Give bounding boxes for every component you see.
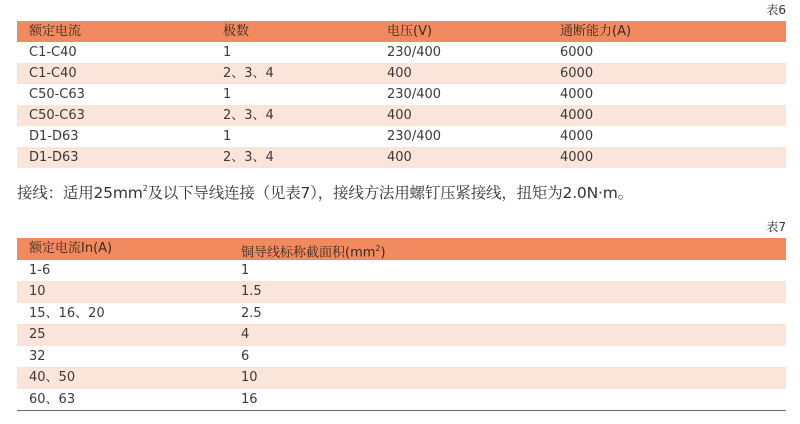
cell-voltage: 230/400 — [387, 87, 442, 102]
cell-area: 2.5 — [241, 305, 262, 321]
cell-current: C1-C40 — [29, 45, 77, 60]
cell-current: D1-D63 — [29, 150, 79, 165]
cell-area: 6 — [241, 348, 250, 364]
table7-header-current: 额定电流In(A) — [29, 241, 113, 256]
cell-poles: 2、3、4 — [223, 150, 274, 165]
table-row — [17, 260, 786, 282]
table7-header-area-close: ) — [380, 245, 386, 261]
table7 — [17, 238, 786, 410]
table-row — [17, 105, 786, 126]
cell-current: D1-D63 — [29, 129, 79, 144]
cell-current: 40、50 — [29, 370, 76, 385]
cell-area: 1 — [241, 262, 250, 278]
table-row — [17, 42, 786, 63]
cell-capacity: 4000 — [560, 129, 594, 144]
table-row — [17, 126, 786, 147]
cell-poles: 1 — [223, 87, 232, 102]
table6-header-poles: 极数 — [223, 24, 250, 39]
cell-area: 10 — [241, 370, 258, 385]
cell-capacity: 4000 — [560, 108, 594, 123]
cell-current: 15、16、20 — [29, 305, 105, 321]
cell-capacity: 6000 — [560, 45, 594, 60]
cell-current: 32 — [29, 348, 46, 364]
cell-current: 60、63 — [29, 391, 76, 407]
table-row — [17, 367, 786, 389]
wiring-note-text: 接线：适用25mm — [17, 184, 143, 202]
wiring-note — [17, 181, 633, 203]
table7-header-area-text: 铜导线标称截面积(mm — [241, 245, 376, 261]
table7-bottom-rule — [17, 410, 786, 411]
table6-caption: 表6 — [766, 3, 786, 17]
cell-area: 1.5 — [241, 284, 262, 299]
table6-header-current: 额定电流 — [29, 24, 82, 39]
cell-current: 1-6 — [29, 262, 51, 278]
table-row — [17, 281, 786, 303]
table-row — [17, 147, 786, 168]
cell-voltage: 230/400 — [387, 129, 442, 144]
table7-caption: 表7 — [766, 220, 786, 234]
table6-header-row — [17, 21, 786, 42]
cell-current: C50-C63 — [29, 108, 85, 123]
table-row — [17, 389, 786, 411]
cell-current: C1-C40 — [29, 66, 77, 81]
table6 — [17, 21, 786, 168]
cell-current: 25 — [29, 327, 46, 342]
cell-capacity: 4000 — [560, 87, 594, 102]
wiring-note-superscript: 2 — [142, 184, 148, 193]
cell-poles: 2、3、4 — [223, 66, 274, 81]
cell-voltage: 400 — [387, 108, 412, 123]
cell-capacity: 6000 — [560, 66, 594, 81]
table6-header-capacity: 通断能力(A) — [560, 24, 632, 39]
cell-voltage: 230/400 — [387, 45, 442, 60]
cell-area: 16 — [241, 391, 258, 407]
table-row — [17, 63, 786, 84]
cell-current: C50-C63 — [29, 87, 85, 102]
cell-poles: 2、3、4 — [223, 108, 274, 123]
cell-poles: 1 — [223, 129, 232, 144]
cell-voltage: 400 — [387, 150, 412, 165]
table-row — [17, 84, 786, 105]
table-row — [17, 346, 786, 368]
table7-header-row — [17, 238, 786, 260]
wiring-note-text-rest: 及以下导线连接（见表7），接线方法用螺钉压紧接线，扭矩为2.0N·m。 — [147, 184, 633, 202]
cell-capacity: 4000 — [560, 150, 594, 165]
table-row — [17, 303, 786, 325]
cell-poles: 1 — [223, 45, 232, 60]
table-row — [17, 324, 786, 346]
cell-area: 4 — [241, 327, 250, 342]
table6-header-voltage: 电压(V) — [387, 24, 433, 39]
table7-header-area-superscript: 2 — [375, 244, 381, 253]
cell-current: 10 — [29, 284, 46, 299]
cell-voltage: 400 — [387, 66, 412, 81]
